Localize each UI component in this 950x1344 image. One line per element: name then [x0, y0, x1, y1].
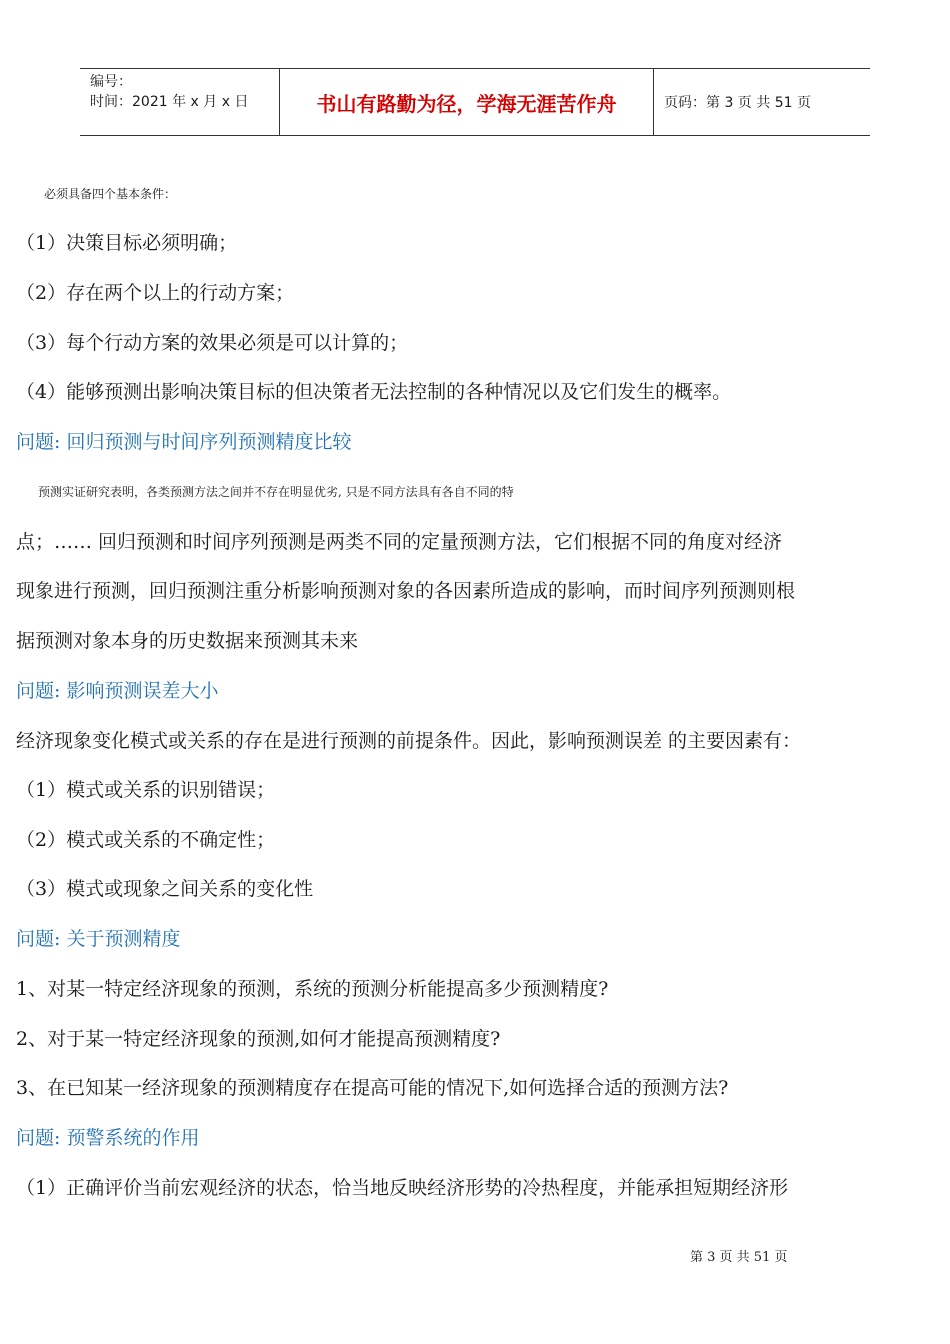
paragraph-line: 据预测对象本身的历史数据来预测其未来 [16, 630, 359, 652]
number-label: 编号： [90, 74, 132, 90]
list-item: 1、对某一特定经济现象的预测，系统的预测分析能提高多少预测精度? [16, 978, 609, 1000]
condition-item: （3）每个行动方案的效果必须是可以计算的； [16, 332, 409, 354]
list-item: （1）正确评价当前宏观经济的状态，恰当地反映经济形势的冷热程度，并能承担短期经济形 [16, 1177, 789, 1199]
condition-item: （1）决策目标必须明确； [16, 232, 238, 254]
time-label: 时间：2021 年 x 月 x 日 [90, 94, 249, 110]
header-meta [80, 69, 280, 135]
question-heading: 问题: 影响预测误差大小 [16, 680, 219, 702]
question-heading: 问题: 关于预测精度 [16, 928, 181, 950]
paragraph-line: 现象进行预测，回归预测注重分析影响预测对象的各因素所造成的影响，而时间序列预测则根 [16, 580, 796, 602]
paragraph-line: 预测实证研究表明，各类预测方法之间并不存在明显优劣, 只是不同方法具有各自不同的特 [38, 485, 514, 499]
document-header [80, 68, 870, 136]
header-page-info: 页码：第 3 页 共 51 页 [664, 95, 811, 111]
header-motto: 书山有路勤为径，学海无涯苦作舟 [280, 69, 654, 135]
paragraph-line: 点；…… 回归预测和时间序列预测是两类不同的定量预测方法，它们根据不同的角度对经济 [16, 531, 783, 553]
intro-text: 必须具备四个基本条件： [44, 187, 177, 201]
question-heading: 问题: 回归预测与时间序列预测精度比较 [16, 431, 352, 453]
list-item: （1）模式或关系的识别错误； [16, 779, 276, 801]
page-footer: 第 3 页 共 51 页 [690, 1250, 788, 1265]
list-item: 3、在已知某一经济现象的预测精度存在提高可能的情况下,如何选择合适的预测方法? [16, 1077, 729, 1099]
paragraph-line: 经济现象变化模式或关系的存在是进行预测的前提条件。因此，影响预测误差 的主要因素有： [16, 730, 802, 752]
list-item: （3）模式或现象之间关系的变化性 [16, 878, 314, 900]
condition-item: （4）能够预测出影响决策目标的但决策者无法控制的各种情况以及它们发生的概率。 [16, 381, 732, 403]
question-heading: 问题: 预警系统的作用 [16, 1127, 200, 1149]
list-item: （2）模式或关系的不确定性； [16, 829, 276, 851]
list-item: 2、对于某一特定经济现象的预测,如何才能提高预测精度? [16, 1028, 501, 1050]
condition-item: （2）存在两个以上的行动方案； [16, 282, 295, 304]
